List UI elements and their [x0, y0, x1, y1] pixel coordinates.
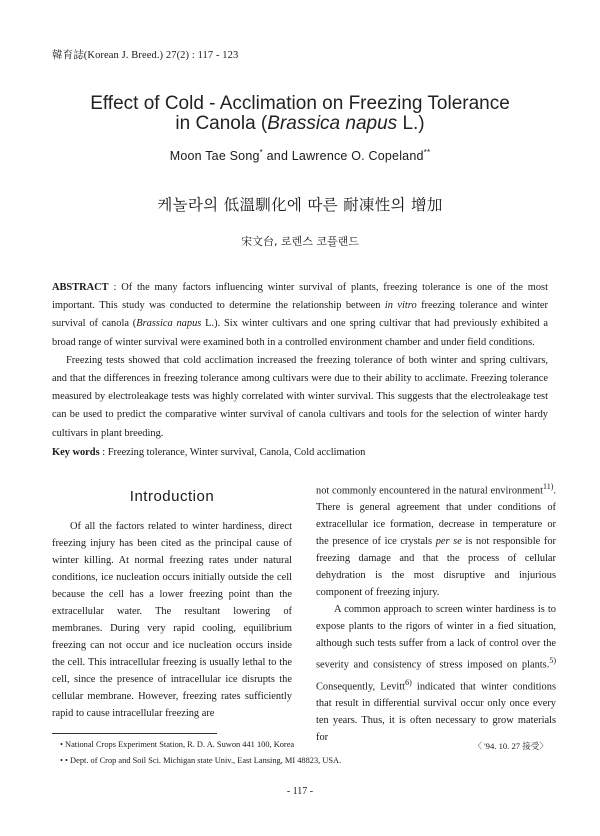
- author-1-mark: *: [259, 148, 263, 157]
- section-heading-introduction: Introduction: [129, 488, 215, 505]
- title-line-1: Effect of Cold - Acclimation on Freezing Tolerance: [90, 93, 510, 114]
- title-line-2: [0, 113, 600, 134]
- intro-paragraph-3: [316, 601, 556, 746]
- authors-and: and: [262, 149, 292, 164]
- abstract-text: L.). Six winter cultivars and one spring cultivar that had previously exhibited a broad range of winter survival were examined both in a controlled environment chamber and under field conditions.: [52, 318, 548, 348]
- title-text: in Canola (: [175, 113, 268, 134]
- body-text: not commonly encountered in the natural environment: [316, 485, 544, 497]
- author-1: Moon Tae Song: [169, 149, 260, 164]
- abstract-label: ABSTRACT: [52, 282, 109, 293]
- keywords-text: Freezing tolerance, Winter survival, Canola, Cold acclimation: [107, 447, 366, 458]
- body-text: . There is general agreement that under conditions of extracellular ice formation, decrease in temperature or the presence of ice crystals: [316, 485, 556, 548]
- received-date: 〈 '94. 10. 27 接受〉: [473, 741, 548, 751]
- footnote-2: • • Dept. of Crop and Soil Sci. Michigan state Univ., East Lansing, MI 48823, USA.: [60, 756, 342, 765]
- author-2-mark: **: [423, 148, 431, 157]
- footnote-1: • National Crops Experiment Station, R. D. A. Suwon 441 100, Korea: [60, 740, 295, 749]
- citation-ref: 5): [549, 656, 556, 666]
- intro-paragraph-1: Of all the factors related to winter hardiness, direct freezing injury has been cited as the principal cause of winter killing. At normal freezing rates under natural conditions, ice nucleation occurs initially outside the cell because the cell has a lower freezing point than the extracellular water. The resultant lowering of membranes. During very rapid cooling, equilibrium freezing can not occur and ice nucleation occurs inside the cell. This intracellular freezing is usually lethal to the cell, since the presence of intracellular ice disrupts the cellular membrane. However, freezing rates sufficiently rapid to cause intracellular freezing are: [52, 521, 292, 719]
- author-2: Lawrence O. Copeland: [291, 149, 424, 164]
- abstract-paragraph-1: [52, 279, 548, 352]
- abstract-text: freezing tolerance and winter survival of canola (: [52, 300, 548, 330]
- footnote-rule: [52, 733, 217, 734]
- body-italic: per se: [435, 536, 462, 548]
- keywords-label: Key words: [52, 447, 100, 458]
- body-text: is not responsible for freezing damage and that the process of cellular dehydration is the most disruptive and injurious component of freezing injury.: [316, 536, 556, 599]
- korean-authors: 宋文台, 로렌스 코플랜드: [241, 235, 359, 248]
- species-name: Brassica napus: [267, 113, 398, 134]
- abstract-sep: :: [108, 282, 122, 293]
- citation-ref: 11): [543, 482, 554, 491]
- korean-title: 케놀라의 低溫馴化에 따른 耐凍性의 增加: [157, 196, 443, 214]
- authors: [0, 148, 600, 163]
- right-column: [316, 478, 556, 746]
- body-text: indicated that winter conditions that result in differential survival occur only once every ten years. Thus, it is often necessary to grow materials for: [316, 681, 556, 744]
- left-column: [52, 478, 292, 722]
- body-text: Consequently, Levitt: [316, 681, 406, 693]
- abstract-paragraph-2: Freezing tests showed that cold acclimation increased the freezing tolerance of both winter and spring cultivars, and that the differences in freezing tolerance among cultivars were due to their ability to acclimate. Freezing tolerance measured by electroleakage tests was highly correlated with winter survival. This suggests that the electroleakage test can be used to predict the comparative winter survival of canola cultivars and tools for the selection of winter hardy cultivars in plant breeding.: [52, 354, 548, 439]
- title-text-end: L.): [397, 113, 425, 134]
- citation-ref: 6): [405, 677, 412, 687]
- journal-reference: 韓育誌(Korean J. Breed.) 27(2) : 117 - 123: [52, 50, 239, 61]
- abstract-text: Of the many factors influencing winter survival of plants, freezing tolerance is one of the most important. This study was conducted to determine the relationship between: [52, 282, 548, 312]
- abstract: [52, 279, 548, 443]
- intro-paragraph-2: [316, 478, 556, 601]
- abstract-italic: in vitro: [384, 300, 417, 312]
- keywords-sep: :: [99, 447, 108, 458]
- body-text: A common approach to screen winter hardiness is to expose plants to the rigors of winter in a fied situation, although such tests suffer from a lack of control over the severity and consistency of stress imposed on plants.: [316, 604, 556, 671]
- keywords: [52, 447, 548, 458]
- page-number: - 117 -: [286, 786, 314, 797]
- abstract-species: Brassica napus: [136, 318, 202, 330]
